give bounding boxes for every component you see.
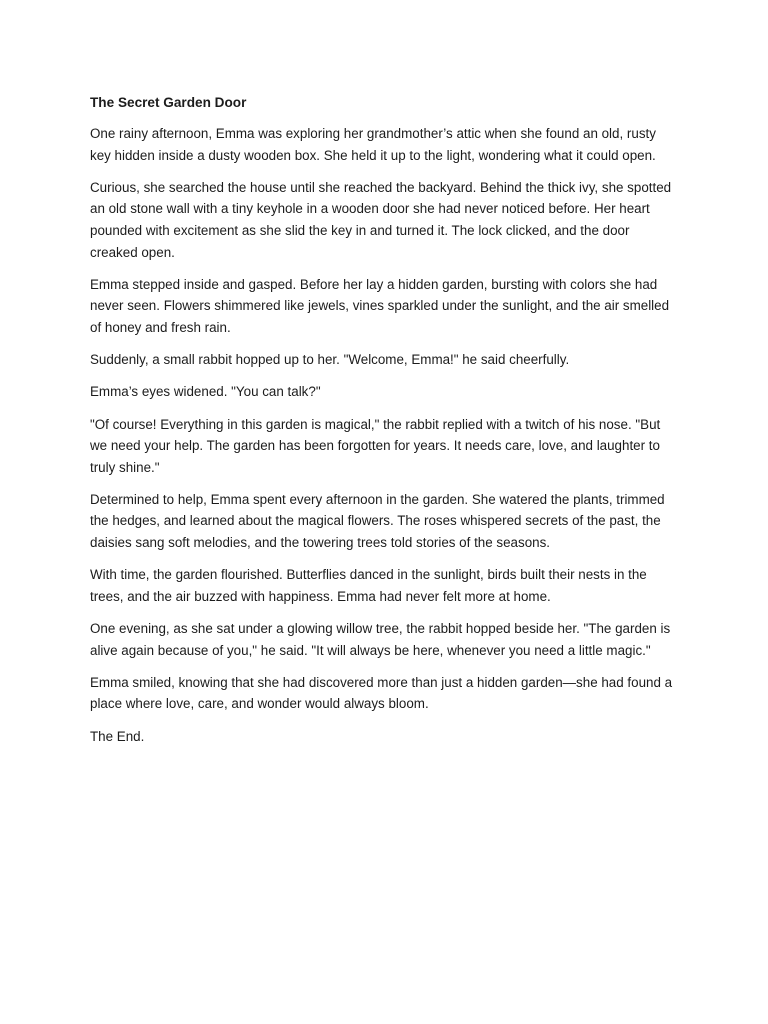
paragraph: One evening, as she sat under a glowing willow tree, the rabbit hopped beside her. "The garden is alive again because of you," he said. "It will always be here, whenever you need a little magic." — [90, 621, 671, 658]
closing-line: The End. — [90, 728, 145, 744]
paragraph: Emma’s eyes widened. "You can talk?" — [90, 384, 321, 400]
paragraph: With time, the garden flourished. Butterflies danced in the sunlight, birds built their nests in the trees, and the air buzzed with happiness. Emma had never felt more at home. — [90, 567, 647, 604]
paragraph: Emma stepped inside and gasped. Before her lay a hidden garden, bursting with colors she had never seen. Flowers shimmered like jewels, vines sparkled under the sunlight, and the air smelled of honey and fresh rain. — [90, 276, 670, 335]
paragraph: Determined to help, Emma spent every afternoon in the garden. She watered the plants, trimmed the hedges, and learned about the magical flowers. The roses whispered secrets of the past, the daisies sang soft melodies, and the towering trees told stories of the seasons. — [90, 491, 665, 551]
paragraph: Emma smiled, knowing that she had discovered more than just a hidden garden—she had found a place where love, care, and wonder would always bloom. — [90, 674, 673, 712]
paragraph: Curious, she searched the house until she reached the backyard. Behind the thick ivy, she spotted an old stone wall with a tiny keyhole in a wooden door she had never noticed before. Her heart pounded with excitement as she slid the key in and turned it. The lock clicked, and the door creaked open. — [90, 179, 672, 260]
document-title: The Secret Garden Door — [90, 95, 247, 110]
document-page — [90, 92, 680, 758]
paragraph: One rainy afternoon, Emma was exploring her grandmother’s attic when she found an old, rusty key hidden inside a dusty wooden box. She held it up to the light, wondering what it could open. — [90, 126, 656, 163]
paragraph: Suddenly, a small rabbit hopped up to her. "Welcome, Emma!" he said cheerfully. — [90, 352, 570, 368]
paragraph: "Of course! Everything in this garden is magical," the rabbit replied with a twitch of his nose. "But we need your help. The garden has been forgotten for years. It needs care, love, and laughter to truly shine." — [90, 416, 661, 475]
